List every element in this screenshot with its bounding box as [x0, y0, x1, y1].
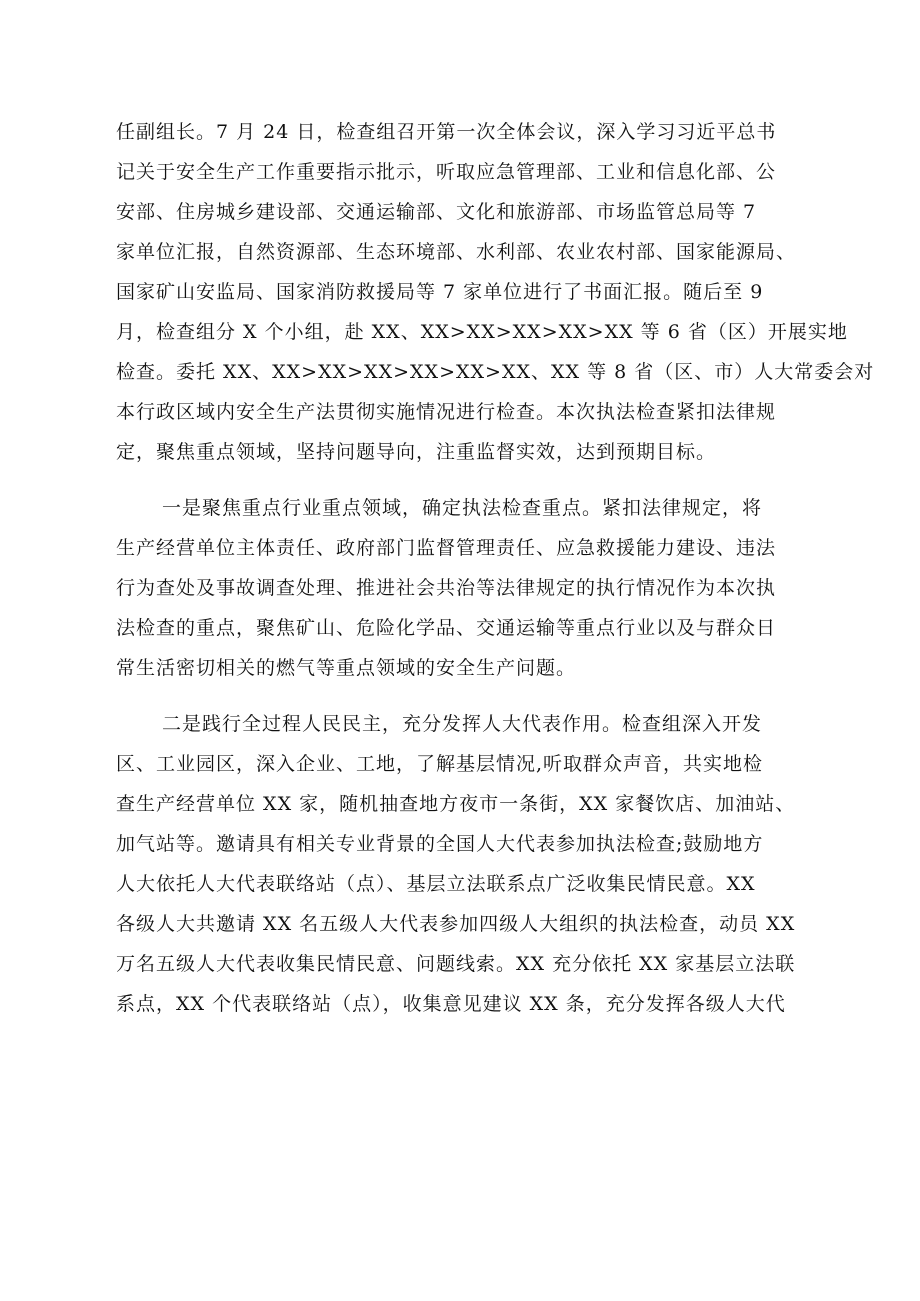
document-body — [116, 112, 875, 1024]
text-line: 区、工业园区，深入企业、工地，了解基层情况,听取群众声音，共实地检 — [116, 753, 764, 775]
text-line: 安部、住房城乡建设部、交通运输部、文化和旅游部、市场监管总局等 7 — [116, 201, 757, 223]
text-line: 任副组长。7 月 24 日，检查组召开第一次全体会议，深入学习习近平总书 — [116, 121, 777, 143]
paragraph-point-two — [116, 704, 806, 1024]
text-line: 记关于安全生产工作重要指示批示，听取应急管理部、工业和信息化部、公 — [116, 161, 777, 183]
text-line: 行为查处及事故调查处理、推进社会共治等法律规定的执行情况作为本次执 — [116, 577, 777, 599]
text-line: 系点，XX 个代表联络站（点），收集意见建议 XX 条，充分发挥各级人大代 — [116, 993, 786, 1015]
text-line: 加气站等。邀请具有相关专业背景的全国人大代表参加执法检查;鼓励地方 — [116, 833, 764, 855]
text-line: 人大依托人大代表联络站（点）、基层立法联系点广泛收集民情民意。XX — [116, 873, 756, 895]
text-line: 法检查的重点，聚焦矿山、危险化学品、交通运输等重点行业以及与群众日 — [116, 617, 777, 639]
text-line: 月，检查组分 X 个小组，赴 XX、XX>XX>XX>XX>XX 等 6 省（区）开展实地 — [116, 321, 848, 343]
text-line: 生产经营单位主体责任、政府部门监督管理责任、应急救援能力建设、违法 — [116, 537, 777, 559]
text-line: 查生产经营单位 XX 家，随机抽查地方夜市一条街，XX 家餐饮店、加油站、 — [116, 793, 796, 815]
text-line: 万名五级人大代表收集民情民意、问题线索。XX 充分依托 XX 家基层立法联 — [116, 953, 796, 975]
paragraph-intro — [116, 112, 875, 472]
text-line: 国家矿山安监局、国家消防救援局等 7 家单位进行了书面汇报。随后至 9 — [116, 281, 764, 303]
text-line: 定，聚焦重点领域，坚持问题导向，注重监督实效，达到预期目标。 — [116, 441, 717, 463]
text-line: 常生活密切相关的燃气等重点领域的安全生产问题。 — [116, 657, 577, 679]
text-line: 家单位汇报，自然资源部、生态环境部、水利部、农业农村部、国家能源局、 — [116, 241, 797, 263]
text-line: 二是践行全过程人民民主，充分发挥人大代表作用。检查组深入开发 — [162, 713, 763, 735]
text-line: 一是聚焦重点行业重点领域，确定执法检查重点。紧扣法律规定，将 — [162, 497, 763, 519]
text-line: 各级人大共邀请 XX 名五级人大代表参加四级人大组织的执法检查，动员 XX — [116, 913, 796, 935]
text-line: 本行政区域内安全生产法贯彻实施情况进行检查。本次执法检查紧扣法律规 — [116, 401, 777, 423]
paragraph-point-one — [116, 488, 806, 688]
text-line: 检查。委托 XX、XX>XX>XX>XX>XX>XX、XX 等 8 省（区、市）人大常委会对 — [116, 361, 875, 383]
